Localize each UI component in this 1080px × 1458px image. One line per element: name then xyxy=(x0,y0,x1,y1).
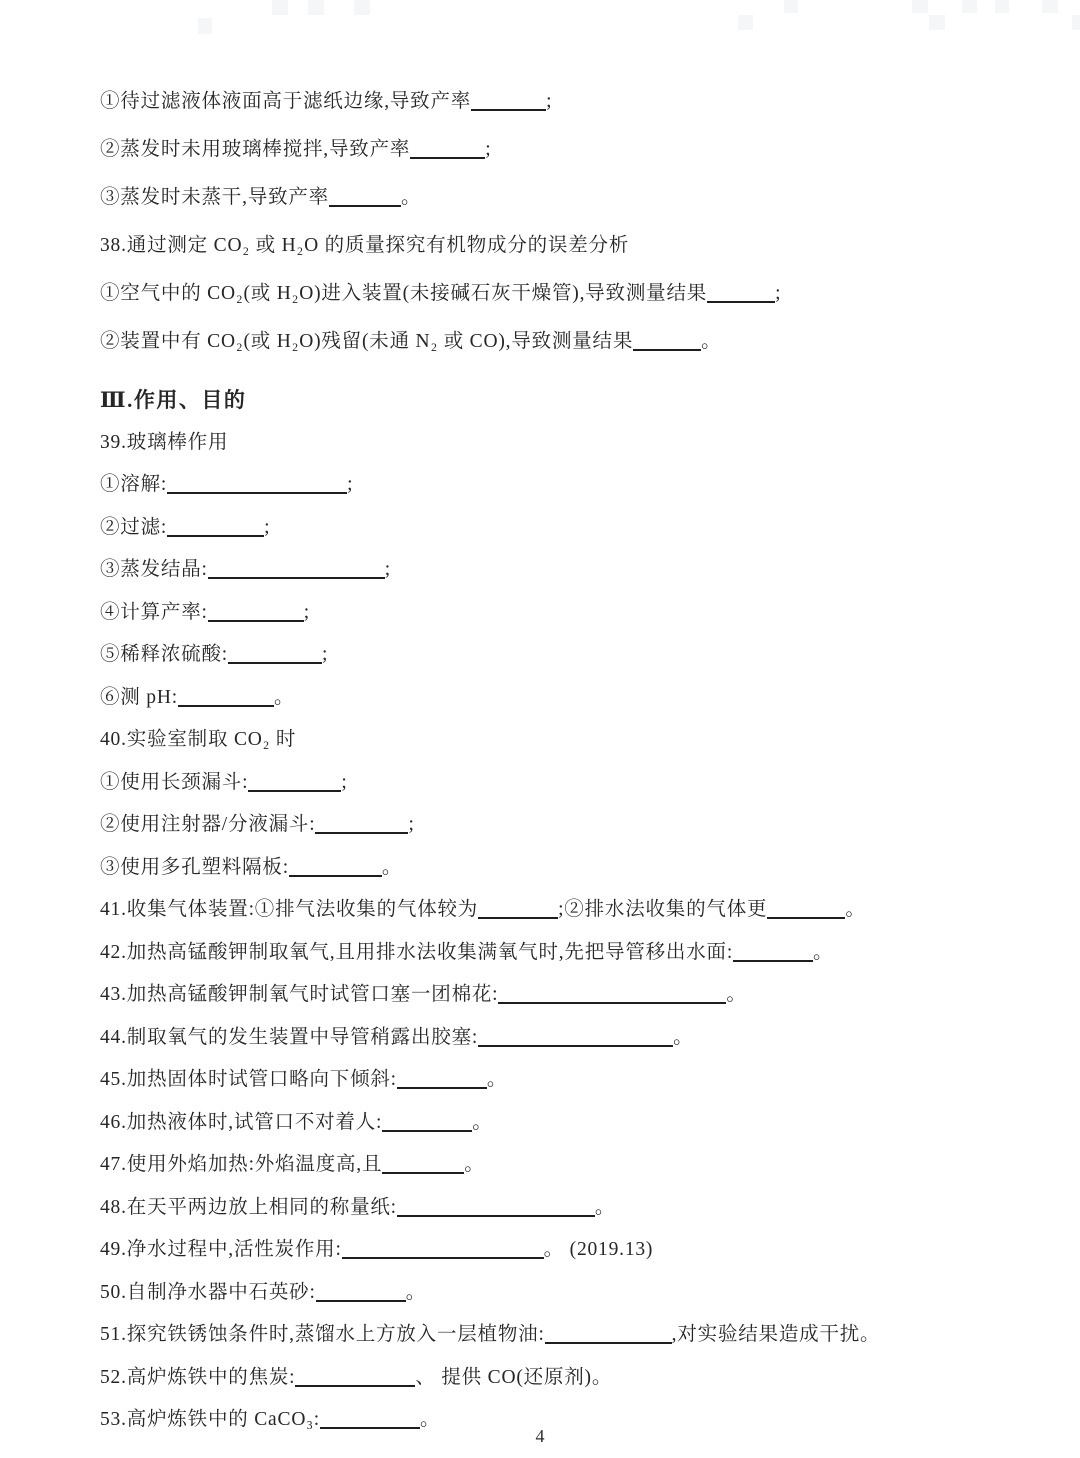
watermark-block xyxy=(929,15,945,30)
line-text: Ⅲ.作用、目的 xyxy=(100,388,247,412)
document-line xyxy=(100,1102,1040,1145)
watermark-block xyxy=(784,0,798,13)
line-text: 。 (2019.13) xyxy=(543,1239,654,1260)
line-text: ③蒸发结晶: xyxy=(100,559,208,580)
fill-in-blank xyxy=(410,138,485,160)
watermark-block xyxy=(1042,0,1058,13)
fill-in-blank xyxy=(329,186,401,208)
document-line xyxy=(100,592,1040,635)
fill-in-blank xyxy=(382,1153,464,1175)
line-text: 。 xyxy=(381,856,403,878)
document-line xyxy=(100,1187,1040,1230)
document-line xyxy=(100,1059,1040,1102)
document-line xyxy=(100,1272,1040,1315)
line-text: ①待过滤液体液面高于滤纸边缘,导致产率 xyxy=(100,91,472,112)
line-text: ,对实验结果造成干扰。 xyxy=(671,1324,881,1345)
line-text: 、 提供 CO(还原剂)。 xyxy=(415,1366,613,1388)
line-text: ; xyxy=(322,644,329,665)
watermark-block xyxy=(738,15,753,30)
line-text: ②装置中有 CO₂(或 H₂O)残留(未通 N₂ 或 CO),导致测量结果 xyxy=(100,331,634,352)
watermark-block xyxy=(354,0,370,15)
watermark-block xyxy=(272,0,288,15)
line-text: ; xyxy=(485,139,492,160)
document-line xyxy=(100,270,1040,318)
fill-in-blank xyxy=(167,473,347,495)
line-text: 。 xyxy=(726,984,747,1005)
fill-in-blank xyxy=(316,1280,406,1302)
line-text: 。 xyxy=(673,1026,694,1048)
section-heading xyxy=(100,379,1040,422)
questions-37-38 xyxy=(100,78,1040,366)
line-text: 50.自制净水器中石英砂: xyxy=(100,1281,316,1303)
document-line xyxy=(100,174,1040,222)
line-text: 47.使用外焰加热:外焰温度高,且 xyxy=(100,1154,383,1175)
document-line xyxy=(100,847,1040,890)
line-text: ; xyxy=(341,771,348,793)
watermark-block xyxy=(912,0,928,13)
line-text: 。 xyxy=(400,187,422,208)
line-text: ②过滤: xyxy=(100,516,168,538)
fill-in-blank xyxy=(248,770,341,792)
line-text: 46.加热液体时,试管口不对着人: xyxy=(100,1111,383,1133)
document-line xyxy=(100,464,1040,507)
line-text: ; xyxy=(303,601,310,623)
document-line xyxy=(100,804,1040,847)
fill-in-blank xyxy=(478,1025,673,1047)
page-number: 4 xyxy=(535,1426,545,1446)
fill-in-blank xyxy=(315,813,408,835)
document-line xyxy=(100,1314,1040,1357)
line-text: 43.加热高锰酸钾制氧气时试管口塞一团棉花: xyxy=(100,984,499,1005)
line-text: ; xyxy=(408,814,415,835)
document-line xyxy=(100,889,1040,932)
line-text: 39.玻璃棒作用 xyxy=(100,431,229,453)
document-line xyxy=(100,1229,1040,1272)
fill-in-blank xyxy=(167,515,264,537)
watermark-block xyxy=(995,0,1009,13)
document-line xyxy=(100,507,1040,550)
line-text: ③蒸发时未蒸干,导致产率 xyxy=(100,187,329,208)
line-text: 。 xyxy=(701,331,722,352)
watermark-block xyxy=(308,0,324,15)
line-text: 。 xyxy=(845,899,866,920)
document-line xyxy=(100,974,1040,1017)
document-line xyxy=(100,549,1040,592)
document-line xyxy=(100,1144,1040,1187)
line-text: 52.高炉炼铁中的焦炭: xyxy=(100,1366,296,1388)
fill-in-blank xyxy=(397,1195,595,1217)
line-text: 51.探究铁锈蚀条件时,蒸馏水上方放入一层植物油: xyxy=(100,1324,545,1345)
line-text: 53.高炉炼铁中的 CaCO₃: xyxy=(100,1409,321,1430)
line-text: 。 xyxy=(486,1069,508,1090)
fill-in-blank xyxy=(633,330,701,352)
line-text: ;②排水法收集的气体更 xyxy=(558,899,768,920)
fill-in-blank xyxy=(228,643,322,665)
line-text: 。 xyxy=(420,1409,441,1430)
document-line xyxy=(100,1357,1040,1400)
fill-in-blank xyxy=(289,855,382,877)
line-text: ①溶解: xyxy=(100,474,168,495)
line-text: ⑤稀释浓硫酸: xyxy=(100,644,229,665)
fill-in-blank xyxy=(733,940,813,962)
line-text: ; xyxy=(347,474,354,495)
document-line xyxy=(100,422,1040,465)
fill-in-blank xyxy=(767,898,845,920)
line-text: 44.制取氧气的发生装置中导管稍露出胶塞: xyxy=(100,1026,479,1048)
fill-in-blank xyxy=(295,1365,415,1387)
line-text: 。 xyxy=(472,1111,493,1133)
worksheet-content xyxy=(100,78,1040,1442)
document-line xyxy=(100,677,1040,720)
document-line xyxy=(100,1017,1040,1060)
line-text: ①空气中的 CO₂(或 H₂O)进入装置(未接碱石灰干燥管),导致测量结果 xyxy=(100,283,708,304)
watermark-block xyxy=(198,18,212,34)
fill-in-blank xyxy=(478,898,558,920)
line-text: 。 xyxy=(273,686,295,708)
questions-39-53 xyxy=(100,422,1040,1442)
document-line xyxy=(100,318,1040,366)
line-text: ; xyxy=(546,91,553,112)
line-text: 。 xyxy=(813,941,834,963)
document-line xyxy=(100,222,1040,270)
line-text: ③使用多孔塑料隔板: xyxy=(100,856,289,878)
document-line xyxy=(100,634,1040,677)
fill-in-blank xyxy=(208,600,304,622)
line-text: 40.实验室制取 CO₂ 时 xyxy=(100,729,297,750)
document-line xyxy=(100,126,1040,174)
line-text: ④计算产率: xyxy=(100,601,208,623)
line-text: 41.收集气体装置:①排气法收集的气体较为 xyxy=(100,899,479,920)
document-line xyxy=(100,78,1040,126)
watermark-block xyxy=(1072,15,1080,30)
watermark-block xyxy=(962,0,977,13)
fill-in-blank xyxy=(545,1323,672,1345)
line-text: 45.加热固体时试管口略向下倾斜: xyxy=(100,1069,397,1090)
line-text: 。 xyxy=(464,1154,485,1175)
line-text: 49.净水过程中,活性炭作用: xyxy=(100,1239,342,1260)
line-text: ②使用注射器/分液漏斗: xyxy=(100,814,316,835)
document-line xyxy=(100,719,1040,762)
section-iii-heading xyxy=(100,379,1040,422)
fill-in-blank xyxy=(498,983,726,1005)
line-text: ⑥测 pH: xyxy=(100,686,178,708)
fill-in-blank xyxy=(178,685,274,707)
fill-in-blank xyxy=(342,1238,544,1260)
fill-in-blank xyxy=(471,90,546,112)
fill-in-blank xyxy=(382,1110,472,1132)
line-text: 。 xyxy=(594,1196,616,1218)
line-text: 。 xyxy=(405,1281,427,1303)
fill-in-blank xyxy=(208,558,385,580)
line-text: ; xyxy=(264,516,271,538)
line-text: ; xyxy=(384,559,391,580)
fill-in-blank xyxy=(397,1068,487,1090)
line-text: 42.加热高锰酸钾制取氧气,且用排水法收集满氧气时,先把导管移出水面: xyxy=(100,941,734,963)
line-text: 48.在天平两边放上相同的称量纸: xyxy=(100,1196,397,1218)
line-text: ; xyxy=(775,283,782,304)
fill-in-blank xyxy=(707,282,775,304)
document-line xyxy=(100,932,1040,975)
document-line xyxy=(100,762,1040,805)
line-text: ②蒸发时未用玻璃棒搅拌,导致产率 xyxy=(100,139,411,160)
line-text: 38.通过测定 CO₂ 或 H₂O 的质量探究有机物成分的误差分析 xyxy=(100,235,630,256)
line-text: ①使用长颈漏斗: xyxy=(100,771,249,793)
